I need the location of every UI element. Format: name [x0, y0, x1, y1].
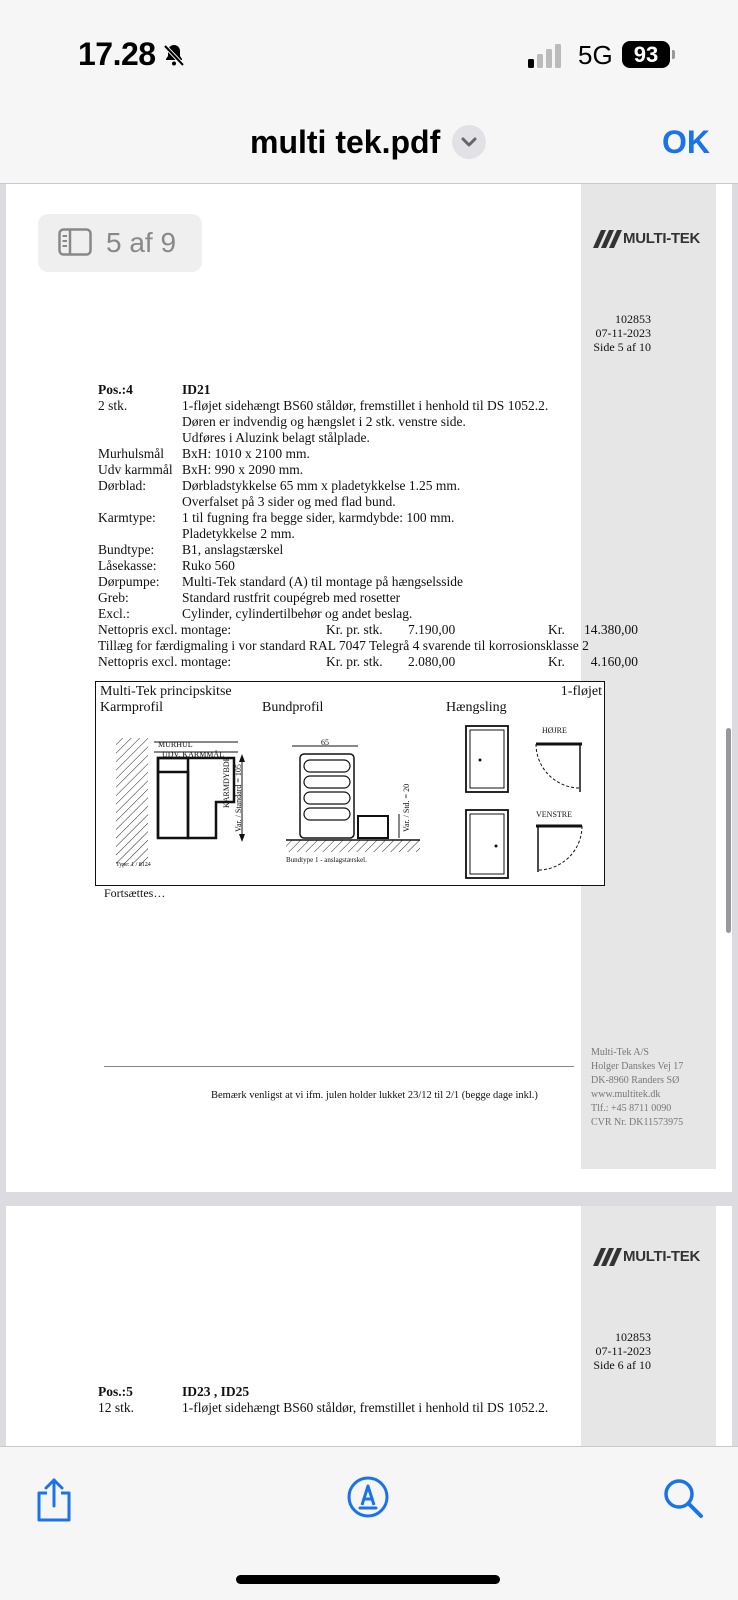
- spec-value: Ruko 560: [182, 558, 235, 573]
- nav-bar: [0, 90, 738, 184]
- battery-level: 93: [622, 41, 670, 68]
- pos-id: ID21: [182, 382, 211, 397]
- sketch-bundtype-label: Bundtype 1 - anslagstærskel.: [286, 856, 367, 864]
- spec-label: Excl.:: [98, 606, 130, 621]
- home-indicator[interactable]: [236, 1575, 500, 1584]
- page-indicator[interactable]: [38, 214, 202, 272]
- sketch-udv-label: UDV. KARMMÅL: [162, 750, 225, 759]
- quantity: 2 stk.: [98, 398, 128, 413]
- document-date: 07-11-2023: [595, 326, 651, 340]
- spec-value: 1 til fugning fra begge sider, karmdybde: 100 mm.: [182, 510, 455, 525]
- address-line: Multi-Tek A/S: [591, 1047, 649, 1058]
- pos-label: Pos.:4: [98, 382, 133, 397]
- search-icon[interactable]: [662, 1477, 704, 1519]
- currency: Kr.: [548, 654, 565, 669]
- scrollbar[interactable]: [726, 728, 731, 933]
- document-date: 07-11-2023: [595, 1344, 651, 1358]
- pdf-page-5: [6, 184, 732, 1192]
- sidebar-icon: [58, 228, 92, 256]
- spec-value: Dørbladstykkelse 65 mm x pladetykkelse 1.25 mm.: [182, 478, 461, 493]
- spec-value: B1, anslagstærskel: [182, 542, 284, 557]
- spec-label: Greb:: [98, 590, 129, 605]
- total-price: 14.380,00: [584, 622, 638, 637]
- footer-divider: [104, 1066, 574, 1067]
- spec-value: BxH: 1010 x 2100 mm.: [182, 446, 310, 461]
- document-title[interactable]: multi tek.pdf: [250, 124, 441, 160]
- multitek-logo: [589, 228, 709, 250]
- status-bar: [0, 0, 738, 90]
- spec-label: Udv karmmål: [98, 462, 173, 477]
- letterhead-strip: [581, 184, 716, 1169]
- pos-id: ID23 , ID25: [182, 1384, 250, 1399]
- surcharge-line: Tillæg for færdigmaling i vor standard RAL 7047 Telegrå 4 svarende til korrosionsklasse 2: [98, 638, 589, 653]
- spec-label: Karmtype:: [98, 510, 156, 525]
- sketch-type-info: Type: 1 / 8124: [116, 862, 151, 868]
- address-line: Holger Danskes Vej 17: [591, 1061, 684, 1072]
- sketch-title: Multi-Tek principskitse: [100, 684, 232, 699]
- address-line: CVR Nr. DK11573975: [591, 1117, 684, 1128]
- spec-value: Cylinder, cylindertilbehør og andet beslag.: [182, 606, 413, 621]
- letterhead-strip: [581, 1206, 716, 1446]
- pos-label: Pos.:5: [98, 1384, 133, 1399]
- ok-button[interactable]: OK: [662, 124, 710, 160]
- document-meta: [581, 312, 651, 354]
- document-number: 102853: [615, 312, 651, 326]
- sketch-type-label: 1-fløjet: [560, 684, 602, 699]
- multitek-logo: [589, 1246, 709, 1268]
- spec-value: 1-fløjet sidehængt BS60 ståldør, fremstillet i henhold til DS 1052.2.: [182, 1400, 549, 1415]
- document-number: 102853: [615, 1330, 651, 1344]
- sketch-dimension-65: 65: [321, 738, 329, 747]
- unit-price: 7.190,00: [408, 622, 456, 637]
- sketch-karmprofil-label: Karmprofil: [100, 700, 163, 715]
- spec-value: Overfalset på 3 sider og med flad bund.: [182, 494, 396, 509]
- pdf-page-6: [6, 1206, 732, 1446]
- cellular-signal-icon: [528, 44, 564, 68]
- page-number: Side 5 af 10: [593, 340, 651, 354]
- principle-sketch: [95, 681, 605, 886]
- logo-text: MULTI-TEK: [623, 1248, 701, 1265]
- sketch-murhul-label: MURHUL: [158, 740, 193, 749]
- price-label: Nettopris excl. montage:: [98, 654, 232, 669]
- price-label: Nettopris excl. montage:: [98, 622, 232, 637]
- page-number: Side 6 af 10: [593, 1358, 651, 1372]
- spec-value: BxH: 990 x 2090 mm.: [182, 462, 304, 477]
- network-type: 5G: [578, 40, 613, 70]
- share-icon[interactable]: [34, 1477, 74, 1523]
- spec-label: Murhulsmål: [98, 446, 164, 461]
- page-indicator-text: 5 af 9: [106, 227, 177, 258]
- unit-label: Kr. pr. stk.: [326, 622, 383, 637]
- spec-value: Udføres i Aluzink belagt stålplade.: [182, 430, 370, 445]
- spec-value: Døren er indvendig og hængslet i 2 stk. venstre side.: [182, 414, 466, 429]
- address-line: Tlf.: +45 8711 0090: [591, 1103, 672, 1114]
- markup-icon[interactable]: [346, 1475, 390, 1519]
- spec-label: Dørblad:: [98, 478, 146, 493]
- title-menu-button[interactable]: [452, 125, 486, 159]
- quantity: 12 stk.: [98, 1400, 135, 1415]
- address-line: www.multitek.dk: [591, 1089, 661, 1100]
- spec-label: Bundtype:: [98, 542, 155, 557]
- logo-mark-icon: [589, 228, 623, 250]
- status-time: 17.28: [78, 36, 156, 72]
- unit-label: Kr. pr. stk.: [326, 654, 383, 669]
- address-line: DK-8960 Randers SØ: [591, 1075, 680, 1086]
- footer-note: Bemærk venligst at vi ifm. julen holder lukket 23/12 til 2/1 (begge dage inkl.): [211, 1090, 538, 1101]
- unit-price: 2.080,00: [408, 654, 456, 669]
- document-meta: [581, 1330, 651, 1372]
- sketch-hojre-label: HØJRE: [542, 726, 567, 735]
- sketch-haengsling-label: Hængsling: [446, 700, 507, 715]
- spec-value: Pladetykkelse 2 mm.: [182, 526, 295, 541]
- spec-value: Standard rustfrit coupégreb med rosetter: [182, 590, 401, 605]
- spec-value: 1-fløjet sidehængt BS60 ståldør, fremstillet i henhold til DS 1052.2.: [182, 398, 549, 413]
- logo-mark-icon: [589, 1246, 623, 1268]
- sketch-karmdybde-label: KARMDYBDE: [222, 756, 231, 808]
- spec-label: Låsekasse:: [98, 558, 157, 573]
- sketch-var-standard-label: Var. / Standard = 105: [234, 764, 243, 832]
- bottom-toolbar: [0, 1446, 738, 1600]
- spec-label: Dørpumpe:: [98, 574, 160, 589]
- battery-icon: [672, 50, 675, 59]
- bell-muted-icon: [162, 43, 186, 67]
- total-price: 4.160,00: [590, 654, 638, 669]
- spec-value: Multi-Tek standard (A) til montage på hængselsside: [182, 574, 464, 589]
- logo-text: MULTI-TEK: [623, 230, 701, 247]
- continued-note: Fortsættes…: [104, 886, 166, 900]
- company-address: [591, 1046, 683, 1130]
- currency: Kr.: [548, 622, 565, 637]
- sketch-var-std-20-label: Var. / Std. = 20: [402, 783, 411, 832]
- sketch-venstre-label: VENSTRE: [536, 810, 572, 819]
- sketch-bundprofil-label: Bundprofil: [262, 700, 324, 715]
- chevron-down-icon: [452, 125, 486, 159]
